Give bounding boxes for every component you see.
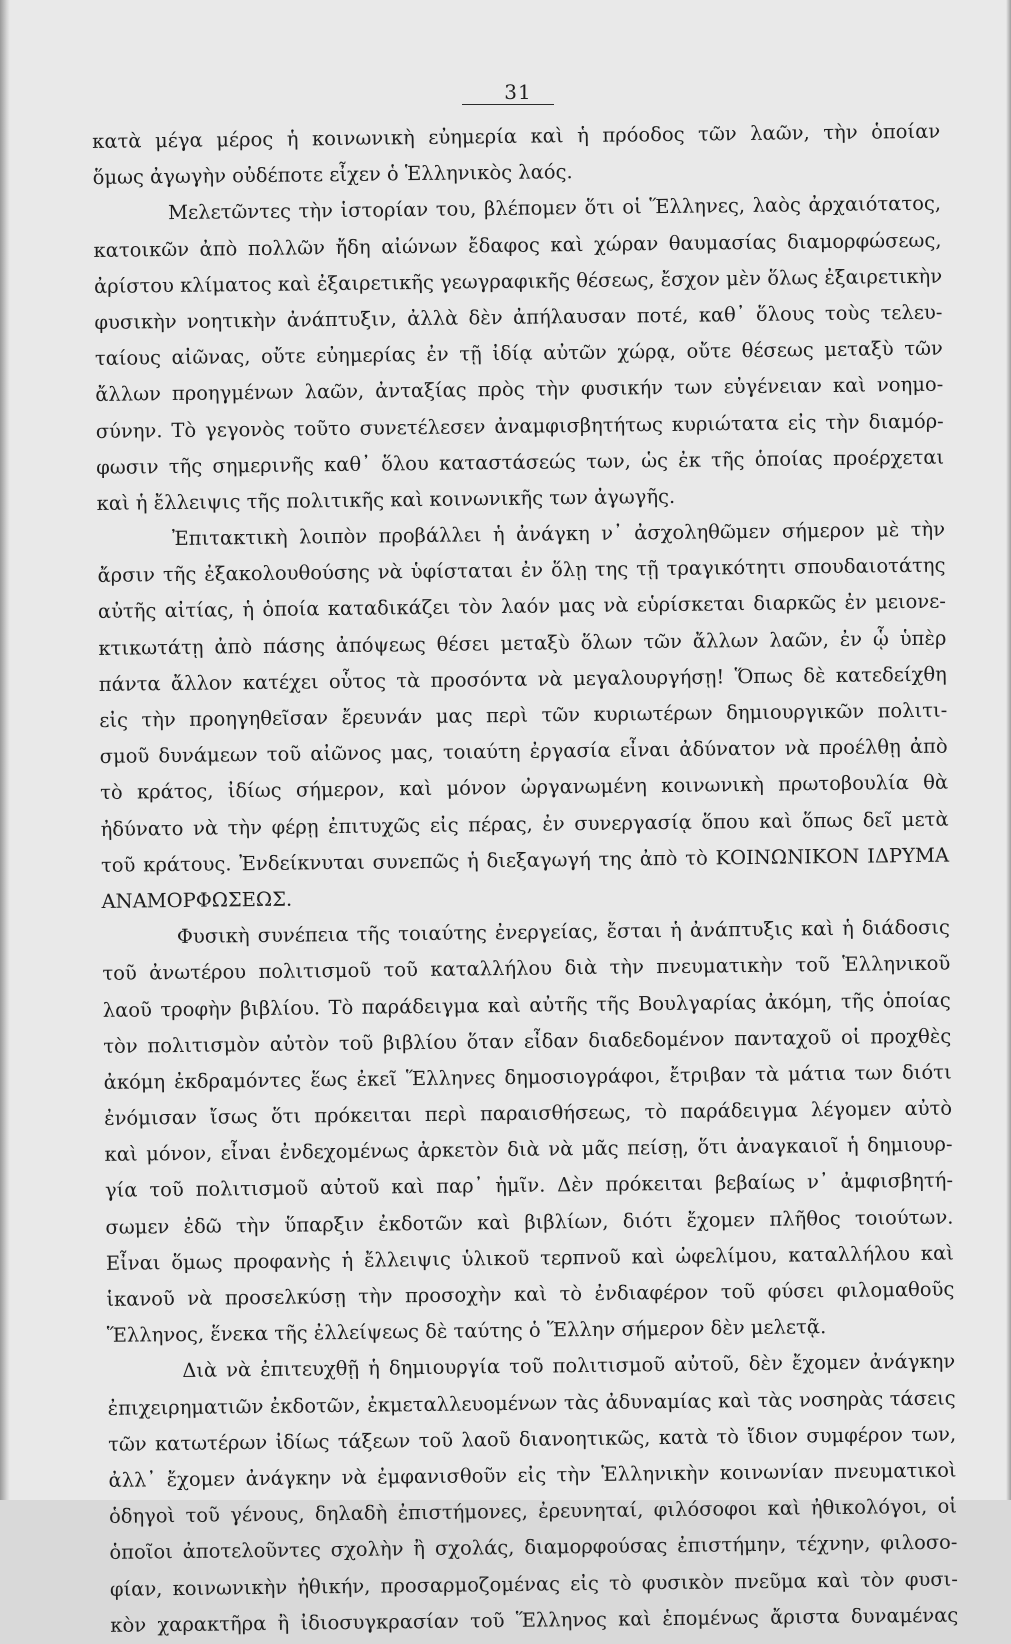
text-line: κατοικῶν ἀπὸ πολλῶν ἤδη αἰώνων ἔδαφος καὶ χώραν θαυμασίας διαμορφώσεως,: [93, 228, 942, 262]
text-line: πάντα ἄλλον κατέχει οὗτος τὰ προσόντα νὰ μεγαλουργήσῃ! Ὅπως δὲ κατεδείχθη: [98, 662, 947, 696]
text-line: φυσικὴν νοητικὴν ἀνάπτυξιν, ἀλλὰ δὲν ἀπήλαυσαν ποτέ, καθ᾽ ὅλους τοὺς τελευ-: [94, 300, 943, 334]
text-line: ἀκόμη ἐκδραμόντες ἕως ἐκεῖ Ἕλληνες δημοσιογράφοι, ἔτριβαν τὰ μάτια των διότι: [103, 1060, 952, 1094]
text-line: τοῦ ἀνωτέρου πολιτισμοῦ τοῦ καταλλήλου διὰ τὴν πνευματικὴν τοῦ Ἑλληνικοῦ: [102, 951, 951, 986]
text-line: φίαν, κοινωνικὴν ἠθικήν, προσαρμοζομένας εἰς τὸ φυσικὸν πνεῦμα καὶ τὸν φυσι-: [109, 1567, 958, 1601]
text-line: φωσιν τῆς σημερινῆς καθ᾽ ὅλου καταστάσεώς των, ὡς ἐκ τῆς ὁποίας προέρχεται: [96, 445, 945, 479]
text-line: ταίους αἰῶνας, οὔτε εὐημερίας ἐν τῇ ἰδίᾳ αὐτῶν χώρᾳ, οὔτε θέσεως μεταξὺ τῶν: [94, 336, 943, 371]
text-line: Διὰ νὰ ἐπιτευχθῇ ἡ δημιουργία τοῦ πολιτισμοῦ αὐτοῦ, δὲν ἔχομεν ἀνάγκην: [182, 1349, 956, 1383]
text-line: Φυσικὴ συνέπεια τῆς τοιαύτης ἐνεργείας, ἔσται ἡ ἀνάπτυξις καὶ ἡ διάδοσις: [176, 915, 951, 949]
text-line: ἐνόμισαν ἴσως ὅτι πρόκειται περὶ παραισθήσεως, τὸ παράδειγμα λέγομεν αὐτὸ: [104, 1096, 953, 1130]
text-line: τῶν κατωτέρων ἰδίως τάξεων τοῦ λαοῦ διανοητικῶς, κατὰ τὸ ἴδιον συμφέρον των,: [107, 1422, 957, 1456]
text-line: ὅμως ἀγωγὴν οὐδέποτε εἶχεν ὁ Ἑλληνικὸς λαός.: [92, 160, 573, 190]
text-line: τὸ κράτος, ἰδίως σήμερον, καὶ μόνον ὠργανωμένη κοινωνικὴ πρωτοβουλία θὰ: [100, 770, 949, 805]
text-line: Μελετῶντες τὴν ἱστορίαν του, βλέπομεν ὅτι οἱ Ἕλληνες, λαὸς ἀρχαιότατος,: [167, 192, 942, 225]
page-number-rule: [462, 104, 554, 105]
text-line: ἄλλων προηγμένων λαῶν, ἀνταξίας πρὸς τὴν φυσικήν των εὐγένειαν καὶ νοημο-: [95, 372, 944, 407]
text-line: αὐτῆς αἰτίας, ἡ ὁποία καταδικάζει τὸν λαόν μας νὰ εὑρίσκεται διαρκῶς ἐν μειονε-: [97, 590, 947, 624]
text-line: καὶ μόνον, εἶναι ἐνδεχομένως ἀρκετὸν διὰ νὰ μᾶς πείσῃ, ὅτι ἀναγκαιοῖ ἡ δημιουρ-: [104, 1132, 953, 1167]
text-line: σύνην. Τὸ γεγονὸς τοῦτο συνετέλεσεν ἀναμφισβητήτως κυριώτατα εἰς τὴν διαμόρ-: [95, 409, 944, 443]
text-line: λαοῦ τροφὴν βιβλίου. Τὸ παράδειγμα καὶ αὐτῆς τῆς Βουλγαρίας ἀκόμη, τῆς ὁποίας: [102, 988, 951, 1022]
text-line: ἱκανοῦ νὰ προσελκύσῃ τὴν προσοχὴν καὶ τὸ ἐνδιαφέρον τοῦ φύσει φιλομαθοῦς: [106, 1277, 955, 1311]
text-line: ΑΝΑΜΟΡΦΩΣΕΩΣ.: [101, 887, 293, 913]
text-line: ἀρίστου κλίματος καὶ ἐξαιρετικῆς γεωγραφικῆς θέσεως, ἔσχον μὲν ὅλως ἐξαιρετικὴν: [93, 264, 943, 298]
text-line: Εἶναι ὅμως προφανὴς ἡ ἔλλειψις ὑλικοῦ τερπνοῦ καὶ ὠφελίμου, καταλλήλου καὶ: [105, 1241, 954, 1275]
text-line: εἰς τὴν προηγηθεῖσαν ἔρευνάν μας περὶ τῶν κυριωτέρων δημιουργικῶν πολιτι-: [99, 698, 948, 732]
text-line: σμοῦ δυνάμεων τοῦ αἰῶνος μας, τοιαύτη ἐργασία εἶναι ἀδύνατον νὰ προέλθῃ ἀπὸ: [99, 734, 948, 769]
text-line: ὁδηγοὶ τοῦ γένους, δηλαδὴ ἐπιστήμονες, ἐρευνηταί, φιλόσοφοι καὶ ἠθικολόγοι, οἱ: [108, 1494, 958, 1529]
text-line: ὁποῖοι ἀποτελοῦντες σχολὴν ἢ σχολάς, διαμορφούσας ἐπιστήμην, τέχνην, φιλοσο-: [109, 1530, 958, 1565]
text-line: κτικωτάτῃ ἀπὸ πάσης ἀπόψεως θέσει μεταξὺ ὅλων τῶν ἄλλων λαῶν, ἐν ᾧ ὑπὲρ: [98, 626, 947, 660]
text-line: κατὰ μέγα μέρος ἡ κοινωνικὴ εὐημερία καὶ ἡ πρόοδος τῶν λαῶν, τὴν ὁποίαν: [92, 119, 941, 153]
text-line: Ἐπιτακτικὴ λοιπὸν προβάλλει ἡ ἀνάγκη ν᾽ ἀσχοληθῶμεν σήμερον μὲ τὴν: [171, 517, 946, 551]
text-line: ἄρσιν τῆς ἐξακολουθούσης νὰ ὑφίσταται ἐν ὅλῃ της τῇ τραγικότητι σπουδαιοτάτης: [97, 553, 946, 588]
text-line: Ἕλληνος, ἕνεκα τῆς ἐλλείψεως δὲ ταύτης ὁ Ἕλλην σήμερον δὲν μελετᾷ.: [106, 1315, 827, 1348]
text-line: τὸν πολιτισμὸν αὐτὸν τοῦ βιβλίου ὅταν εἶδαν διαδεδομένον πανταχοῦ οἱ προχθὲς: [103, 1024, 952, 1058]
body-text: [92, 114, 959, 1644]
page-right-edge: [1006, 0, 1011, 1500]
text-line: ἀλλ᾽ ἔχομεν ἀνάγκην νὰ ἐμφανισθοῦν εἰς τὴν Ἑλληνικὴν κοινωνίαν πνευματικοὶ: [108, 1458, 957, 1492]
text-line: κὸν χαρακτῆρα ἢ ἰδιοσυγκρασίαν τοῦ Ἕλληνος καὶ ἑπομένως ἄριστα δυναμένας: [110, 1603, 959, 1637]
text-line: γία τοῦ πολιτισμοῦ αὐτοῦ καὶ παρ᾽ ἡμῖν. Δὲν πρόκειται βεβαίως ν᾽ ἀμφισβητή-: [104, 1168, 954, 1203]
text-line: ἠδύνατο νὰ τὴν φέρῃ ἐπιτυχῶς εἰς πέρας, ἐν συνεργασίᾳ ὅπου καὶ ὅπως δεῖ μετὰ: [100, 807, 949, 841]
page-number: 31: [504, 80, 532, 104]
text-line: τοῦ κράτους. Ἐνδείκνυται συνεπῶς ἡ διεξαγωγή της ἀπὸ τὸ ΚΟΙΝΩΝΙΚΟΝ ΙΔΡΥΜΑ: [100, 843, 950, 877]
page-binding-edge: [0, 0, 10, 1500]
text-line: καὶ ἡ ἔλλειψις τῆς πολιτικῆς καὶ κοινωνικῆς των ἀγωγῆς.: [96, 484, 676, 515]
text-line: ἐπιχειρηματιῶν ἐκδοτῶν, ἐκμεταλλευομένων τὰς ἀδυναμίας καὶ τὰς νοσηρὰς τάσεις: [107, 1386, 956, 1420]
text-line: σωμεν ἐδῶ τὴν ὕπαρξιν ἐκδοτῶν καὶ βιβλίων, διότι ἔχομεν πλῆθος τοιούτων.: [105, 1205, 954, 1239]
